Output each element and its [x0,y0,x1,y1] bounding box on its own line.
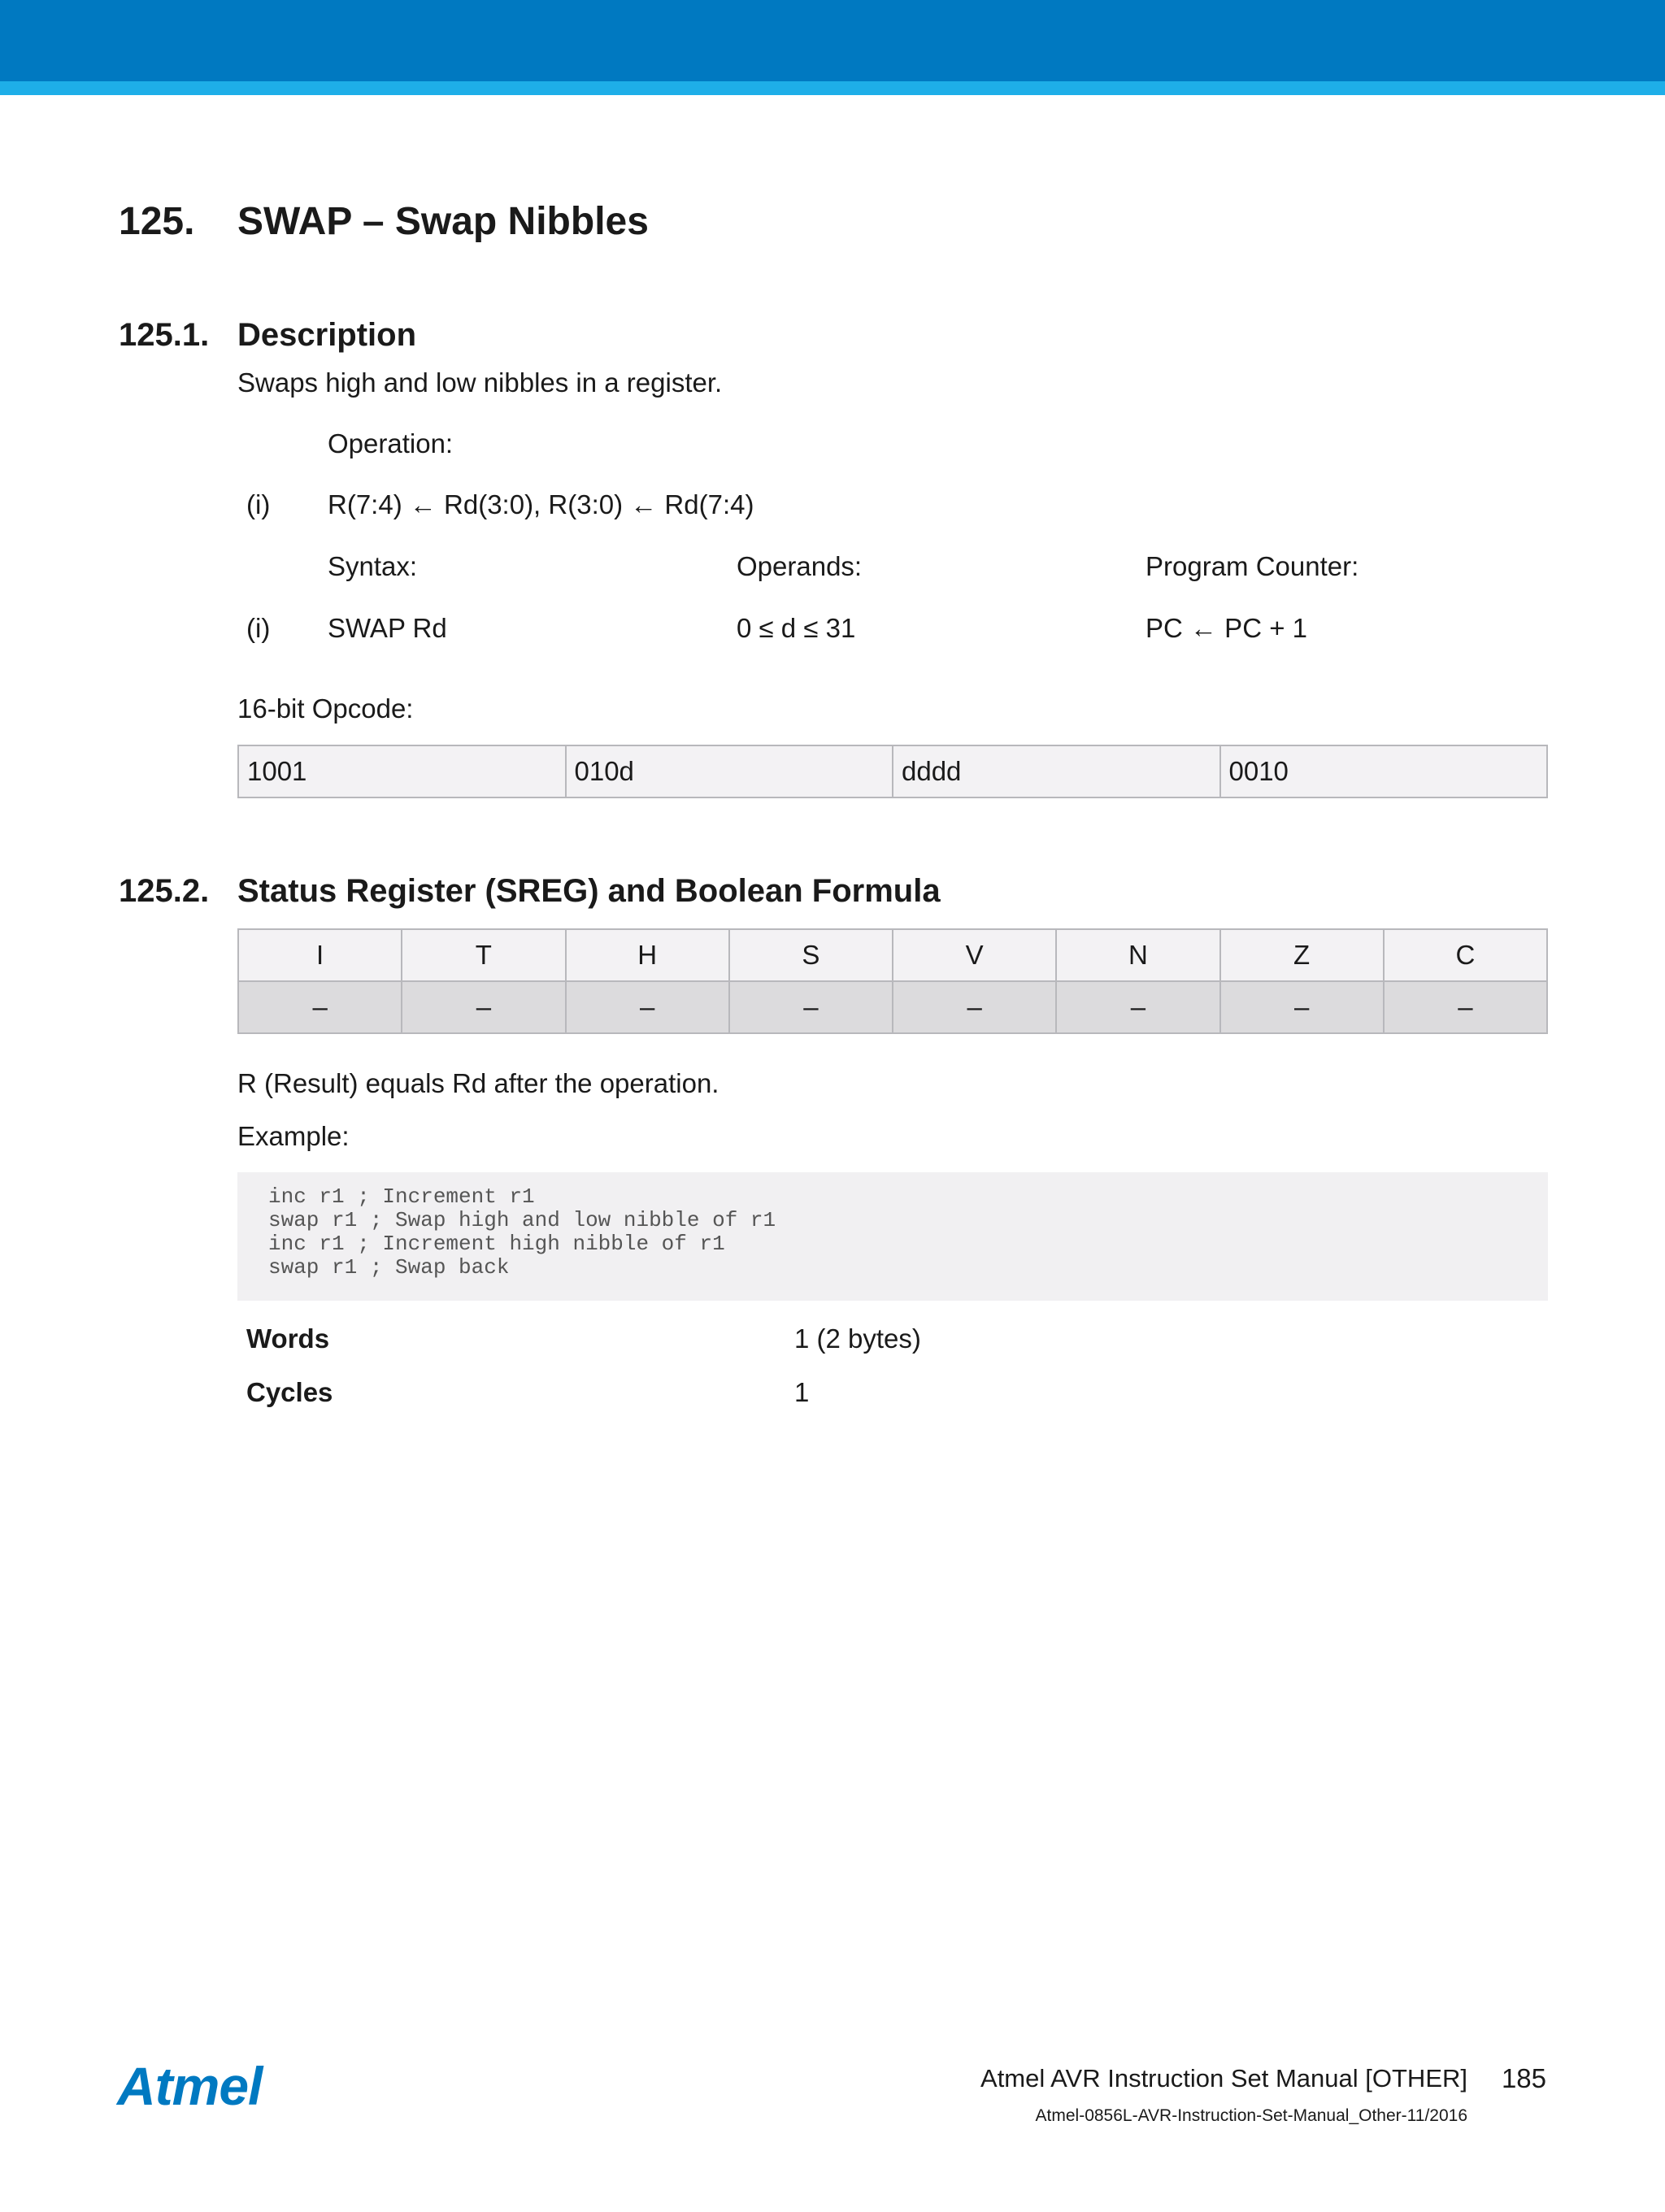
program-counter-label: Program Counter: [1146,551,1359,581]
syntax-value: SWAP Rd [328,613,447,643]
operands-value: 0 ≤ d ≤ 31 [737,613,856,643]
operands-label: Operands: [737,551,863,581]
sreg-flag: T [402,929,565,981]
sreg-value: – [893,981,1056,1033]
syntax-index: (i) [246,613,271,643]
opcode-table [237,745,1548,798]
sreg-value: – [402,981,565,1033]
code-line: swap r1 ; Swap back [268,1255,510,1280]
operation-index: (i) [246,489,271,519]
sreg-flag: S [729,929,893,981]
footer-page-number: 185 [1501,2063,1546,2093]
sreg-value: – [238,981,402,1033]
sreg-flag: H [566,929,729,981]
result-note: R (Result) equals Rd after the operation. [237,1068,719,1098]
header-stripe [0,81,1665,95]
words-value: 1 (2 bytes) [794,1323,921,1354]
sreg-value: – [566,981,729,1033]
program-counter-value: PC ← PC + 1 [1146,613,1307,643]
footer-manual-title: Atmel AVR Instruction Set Manual [OTHER] [980,2064,1467,2092]
footer-doc-id: Atmel-0856L-AVR-Instruction-Set-Manual_Other-11/2016 [1035,2106,1467,2125]
sreg-flag: I [238,929,402,981]
opcode-label: 16-bit Opcode: [237,693,414,724]
sreg-heading: Status Register (SREG) and Boolean Formula [237,873,941,909]
operation-formula: R(7:4) ← Rd(3:0), R(3:0) ← Rd(7:4) [328,489,754,519]
description-text: Swaps high and low nibbles in a register. [237,367,723,398]
code-example [237,1172,1548,1301]
sreg-number: 125.2. [119,873,210,909]
sreg-flag: Z [1220,929,1384,981]
section-number: 125. [119,200,195,243]
code-line: inc r1 ; Increment high nibble of r1 [268,1232,725,1256]
sreg-table [237,928,1548,1034]
description-heading: Description [237,317,417,353]
example-label: Example: [237,1121,350,1151]
syntax-label: Syntax: [328,551,418,581]
sreg-value: – [1056,981,1219,1033]
sreg-flag: N [1056,929,1219,981]
sreg-flag: C [1384,929,1547,981]
code-line: swap r1 ; Swap high and low nibble of r1 [268,1208,776,1232]
opcode-cell: 0010 [1220,745,1548,797]
opcode-cell: 1001 [238,745,566,797]
cycles-label: Cycles [246,1377,333,1407]
atmel-logo: Atmel [117,2056,263,2116]
section-title: SWAP – Swap Nibbles [237,200,649,243]
description-number: 125.1. [119,317,210,353]
sreg-value: – [1220,981,1384,1033]
cycles-value: 1 [794,1377,810,1407]
operation-label: Operation: [328,428,454,458]
words-label: Words [246,1323,330,1354]
sreg-value: – [729,981,893,1033]
header-bar [0,0,1665,81]
sreg-value: – [1384,981,1547,1033]
code-line: inc r1 ; Increment r1 [268,1184,535,1209]
opcode-cell: dddd [893,745,1220,797]
opcode-cell: 010d [566,745,893,797]
sreg-flag: V [893,929,1056,981]
